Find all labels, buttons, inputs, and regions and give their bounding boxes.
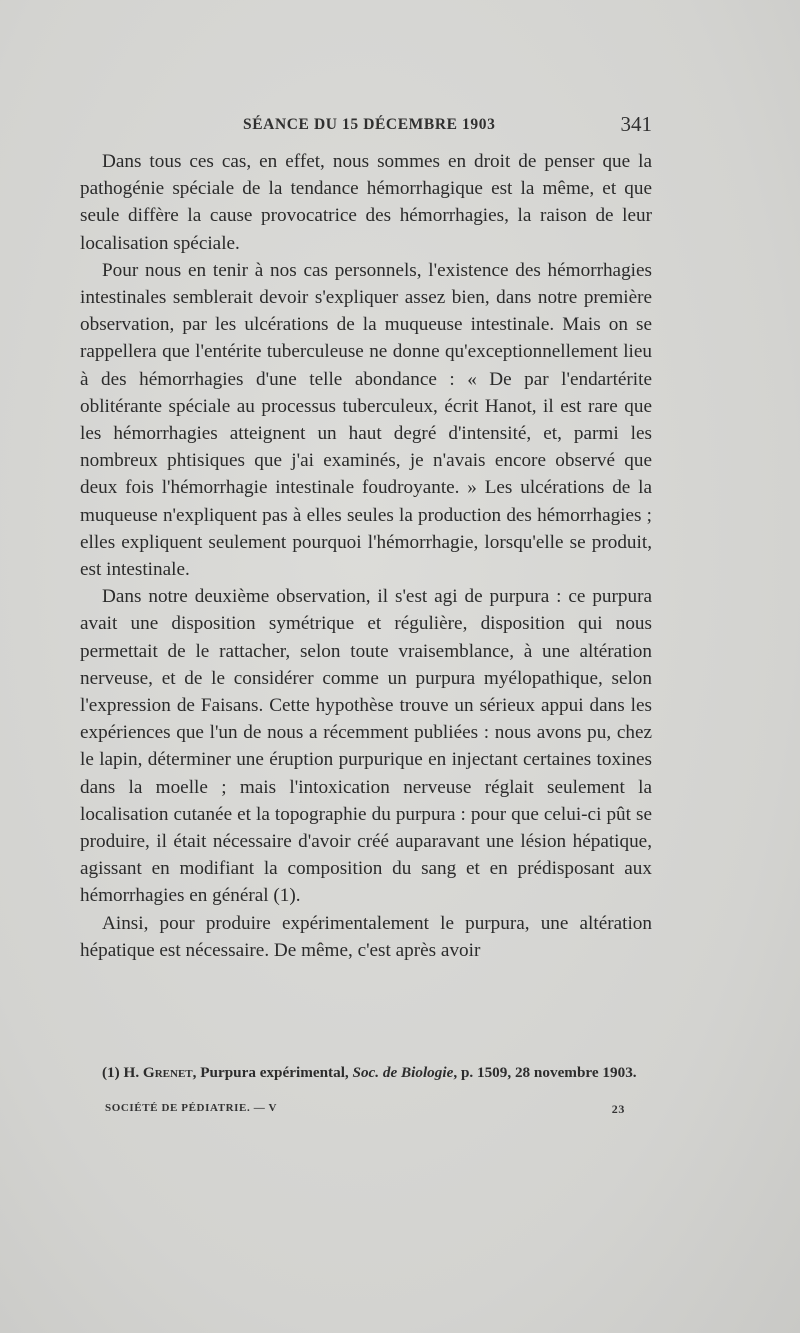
running-head: [80, 112, 652, 140]
paragraph: Dans notre deuxième observation, il s'est agi de purpura : ce purpura avait une disposition symétrique et régulière, disposition qui nous permettait de le rattacher, selon toute vraisemblance, à une altération nerveuse, et de le considérer comme un purpura myélopathique, selon l'expression de Faisans. Cette hypothèse trouve un sérieux appui dans les expériences que l'un de nous a récemment publiées : nous avons pu, chez le lapin, déterminer une éruption purpurique en injectant certaines toxines dans la moelle ; mais l'intoxication nerveuse réglait seulement la localisation cutanée et la topographie du purpura : pour que celui-ci pût se produire, il était nécessaire d'avoir créé auparavant une lésion hépatique, agissant en modifiant la composition du sang et en prédisposant aux hémorrhagies en général (1).: [80, 586, 652, 907]
footnote: [80, 1063, 652, 1083]
footnote-rest: , p. 1509, 28 novembre 1903.: [453, 1064, 637, 1081]
signature-line: [105, 1102, 625, 1118]
signature-society: SOCIÉTÉ DE PÉDIATRIE. — V: [105, 1102, 277, 1114]
running-title: SÉANCE DU 15 DÉCEMBRE 1903: [243, 116, 496, 133]
signature-number: 23: [611, 1102, 625, 1116]
footnote-title: , Purpura expérimental,: [192, 1064, 353, 1081]
paragraph: Dans tous ces cas, en effet, nous sommes en droit de penser que la pathogénie spéciale de la tendance hémorrhagique est la même, et que seule diffère la cause provocatrice des hémorrhagies, la raison de leur localisation spéciale.: [80, 151, 652, 254]
paragraph: Pour nous en tenir à nos cas personnels, l'existence des hémorrhagies intestinales semblerait devoir s'expliquer assez bien, dans notre première observation, par les ulcérations de la muqueuse intestinale. Mais on se rappellera que l'entérite tuberculeuse ne donne qu'exceptionnellement lieu à des hémorrhagies d'une telle abondance : « De par l'endartérite oblitérante spéciale au processus tuberculeux, écrit Hanot, il est rare que les hémorrhagies atteignent un haut degré d'intensité, et, parmi les nombreux phtisiques que j'ai examinés, je n'avais encore observé que deux fois l'hémorrhagie intestinale foudroyante. » Les ulcérations de la muqueuse n'expliquent pas à elles seules la production des hémorrhagies ; elles expliquent seulement pourquoi l'hémorrhagie, lorsqu'elle se produit, est intestinale.: [80, 259, 652, 581]
paragraph: Ainsi, pour produire expérimentalement le purpura, une altération hépatique est nécessaire. De même, c'est après avoir: [80, 912, 652, 961]
footnote-journal: Soc. de Biologie: [352, 1064, 454, 1081]
footnote-author: Grenet: [142, 1064, 193, 1081]
footnote-marker: (1) H.: [102, 1064, 143, 1081]
body-text: [80, 148, 652, 964]
page-number: 341: [620, 112, 652, 136]
